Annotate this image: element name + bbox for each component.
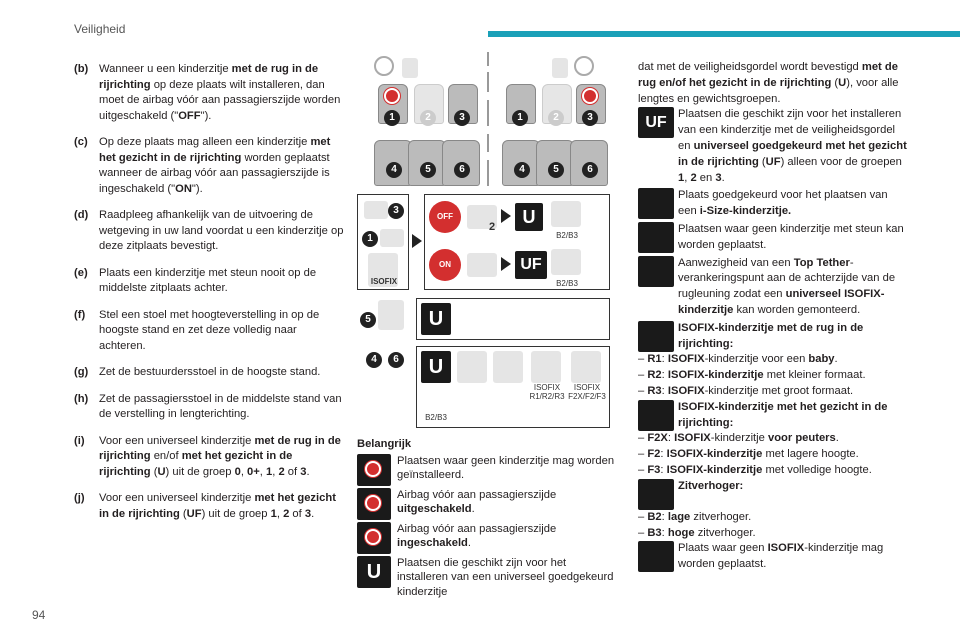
footnote-text: Voor een universeel kinderzitje met het gezicht in de rijrichting (UF) uit de groep 1, 2 of 3. (99, 492, 336, 520)
legend-row-booster (638, 479, 908, 510)
legend-text: Plaatsen die geschikt zijn voor het installeren van een kinderzitje met de veiligheidsgordel en universeel goedgekeurd met het gezicht in de rijrichting (UF) alleen voor de groepen 1, 2 en 3. (678, 108, 907, 184)
seat-number: 5 (420, 162, 436, 178)
booster-label: B2/B3 (556, 279, 578, 288)
seat-number: 6 (582, 162, 598, 178)
isofix-rear-groups: R1/R2/R3 (529, 392, 565, 401)
footnotes-column (74, 62, 344, 533)
legend-row-front (638, 400, 908, 432)
header-accent-bar (488, 31, 960, 37)
arrow-icon (412, 234, 422, 248)
list-item: – B3: hoge zitverhoger. (638, 526, 756, 539)
footnote-c (74, 135, 344, 197)
section-title: Veiligheid (74, 22, 126, 36)
note-row (357, 488, 617, 520)
legend-row-tether (638, 256, 908, 319)
seat-number: 4 (514, 162, 530, 178)
footnote-label: (e) (74, 266, 88, 279)
footnote-label: (d) (74, 209, 89, 221)
note-text: Airbag vóór aan passagierszijde uitgeschakeld. (397, 488, 557, 515)
isize-icon (638, 188, 674, 219)
car-diagram-left (370, 52, 480, 192)
isize-icon (457, 351, 487, 383)
seat-small-icon (402, 58, 418, 78)
top-tether-icon (638, 256, 674, 287)
isofix-label: ISOFIX (533, 383, 561, 392)
footnote-g (74, 365, 344, 381)
booster-seat-icon (638, 479, 674, 510)
legend-row-uf (638, 107, 908, 186)
isofix-forward-facing-icon (638, 400, 674, 431)
seat-number: 1 (384, 110, 400, 126)
list-item: – F3: ISOFIX-kinderzitje met volledige hoogte. (638, 463, 872, 476)
isofix-label: ISOFIX (573, 383, 601, 392)
footnote-text: Voor een universeel kinderzitje met de rug in de rijrichting en/of met het gezicht in de rijrichting (U) uit de groep 0, 0+, 1, 2 of 3. (99, 434, 341, 478)
seat-number: 6 (454, 162, 470, 178)
airbag-on-icon: ON (429, 249, 461, 281)
seat-number: 5 (548, 162, 564, 178)
seat46-options-box (416, 346, 610, 428)
footnote-text: Zet de bestuurdersstoel in de hoogste stand. (99, 366, 321, 378)
list-item: – R1: ISOFIX-kinderzitje voor een baby. (638, 353, 838, 366)
note-row (357, 454, 617, 486)
no-support-icon (638, 222, 674, 253)
list-item: – F2X: ISOFIX-kinderzitje voor peuters. (638, 432, 839, 445)
divider (487, 134, 489, 152)
legend-column (638, 60, 908, 573)
booster-label: B2/B3 (556, 231, 578, 240)
uf-icon: UF (638, 107, 674, 138)
no-isofix-icon (638, 541, 674, 572)
footnote-text: Raadpleeg afhankelijk van de uitvoering de wetgeving in uw land voordat u een kinderzitje op deze zitplaats bevestigt. (99, 209, 344, 252)
isofix-label: ISOFIX (370, 277, 398, 286)
rear-facing-forbidden-icon (467, 253, 497, 277)
uf-icon: UF (515, 251, 547, 279)
seat-number: 4 (386, 162, 402, 178)
airbag-off-icon (357, 488, 391, 520)
seat-number: 2 (420, 110, 436, 126)
u-icon: U (421, 303, 451, 335)
divider (487, 72, 489, 92)
steering-wheel-icon (374, 56, 394, 76)
seat-number: 6 (388, 352, 404, 368)
isofix-forward-facing-icon (571, 351, 601, 383)
footnote-label: (f) (74, 308, 86, 321)
seat-small-icon (364, 201, 388, 219)
note-row (357, 522, 617, 554)
legend-heading: ISOFIX-kinderzitje met de rug in de rijrichting: (678, 321, 864, 350)
footnote-label: (h) (74, 392, 89, 405)
airbag-off-icon: OFF (429, 201, 461, 233)
footnote-j (74, 491, 344, 522)
legend-heading: Zitverhoger: (678, 479, 744, 492)
footnote-label: (b) (74, 63, 89, 75)
no-seat-icon (582, 88, 598, 104)
legend-heading: ISOFIX-kinderzitje met het gezicht in de rijrichting: (678, 400, 888, 429)
list-item: – R3: ISOFIX-kinderzitje met groot formaat. (638, 384, 854, 397)
u-icon: U (421, 351, 451, 383)
footnote-d (74, 208, 344, 255)
divider (487, 100, 489, 126)
note-text: Plaatsen die geschikt zijn voor het installeren van een universeel goedgekeurd kinderzitje (397, 556, 614, 598)
seat-number: 3 (388, 203, 404, 219)
footnote-h (74, 392, 344, 423)
footnote-f (74, 308, 344, 355)
arrow-icon (501, 209, 511, 223)
list-item: – B2: lage zitverhoger. (638, 510, 752, 523)
footnote-text: Plaats een kinderzitje met steun nooit op de middelste zitplaats achter. (99, 266, 317, 294)
divider (487, 52, 489, 66)
note-title: Belangrijk (357, 438, 412, 450)
steering-wheel-icon (574, 56, 594, 76)
footnote-text: Stel een stoel met hoogteverstelling in op de hoogste stand en zet deze volledig naar achteren. (99, 308, 320, 352)
isofix-rear-facing-icon (531, 351, 561, 383)
list-item: – F2: ISOFIX-kinderzitje met lagere hoogte. (638, 448, 859, 461)
car-diagram-right (498, 52, 608, 192)
divider (487, 160, 489, 186)
legend-text: Plaats waar geen ISOFIX-kinderzitje mag worden geplaatst. (678, 542, 884, 571)
list-item: – R2: ISOFIX-kinderzitje met kleiner formaat. (638, 369, 866, 382)
important-note (357, 437, 617, 601)
legend-text: Plaatsen waar geen kinderzitje met steun kan worden geplaatst. (678, 222, 904, 251)
footnote-i (74, 434, 344, 481)
airbag-options-box (424, 194, 610, 290)
seat-number: 3 (582, 110, 598, 126)
u-description: dat met de veiligheidsgordel wordt bevestigd met de rug en/of het gezicht in de rijrichting (U), voor alle lengtes en gewichtsgroepen. (638, 61, 899, 105)
seat-small-icon (552, 58, 568, 78)
footnote-e (74, 266, 344, 297)
isofix-front-groups: F2X/F2/F3 (568, 392, 606, 401)
no-seat-icon (384, 88, 400, 104)
arrow-icon (501, 257, 511, 271)
legend-text: Plaats goedgekeurd voor het plaatsen van een i-Size-kinderzitje. (678, 189, 888, 218)
seat-number: 4 (366, 352, 382, 368)
child-seat-icon (551, 249, 581, 275)
booster-label: B2/B3 (425, 413, 447, 422)
seat-number: 1 (512, 110, 528, 126)
legend-row-noisofix (638, 541, 908, 573)
legend-row-isize (638, 188, 908, 220)
no-seat-icon (357, 454, 391, 486)
note-text: Plaatsen waar geen kinderzitje mag worden geïnstalleerd. (397, 454, 615, 481)
seat5-options-box (416, 298, 610, 340)
page-number: 94 (32, 608, 46, 622)
footnote-text: Wanneer u een kinderzitje met de rug in de rijrichting op deze plaats wilt installeren, dan moet de airbag vóór aan passagierszijde worden uitgeschakeld ("OFF"). (99, 63, 341, 122)
footnote-label: (g) (74, 366, 89, 378)
group-label: 2 (489, 221, 496, 233)
seat-number: 3 (454, 110, 470, 126)
footnote-text: Op deze plaats mag alleen een kinderzitje met het gezicht in de rijrichting worden geplaatst wanneer de airbag vóór aan passagierszijde is ingeschakeld ("ON"). (99, 136, 331, 195)
front-seats-legend (357, 194, 409, 290)
footnote-label: (j) (74, 492, 85, 504)
seat-number: 5 (360, 312, 376, 328)
seat-small-icon (380, 229, 404, 247)
note-text: Airbag vóór aan passagierszijde ingeschakeld. (397, 522, 557, 549)
footnote-label: (c) (74, 136, 88, 148)
child-seat-icon (551, 201, 581, 227)
isofix-rear-facing-icon (638, 321, 674, 352)
seat-number: 1 (362, 231, 378, 247)
u-icon: U (515, 203, 543, 231)
legend-row-rear (638, 321, 908, 353)
footnote-label: (i) (74, 434, 85, 447)
airbag-on-icon (357, 522, 391, 554)
footnote-text: Zet de passagiersstoel in de middelste stand van de verstelling in lengterichting. (99, 392, 342, 420)
u-icon: U (357, 556, 391, 588)
no-support-icon (378, 300, 404, 330)
note-row (357, 556, 617, 600)
legend-text: Aanwezigheid van een Top Tether-verankeringspunt aan de achterzijde van de rugleuning zodat een universeel ISOFIX-kinderzitje kan worden gemonteerd. (678, 256, 896, 316)
top-tether-icon (493, 351, 523, 383)
seat-number: 2 (548, 110, 564, 126)
footnote-b (74, 62, 344, 124)
legend-row-nosupport (638, 222, 908, 254)
